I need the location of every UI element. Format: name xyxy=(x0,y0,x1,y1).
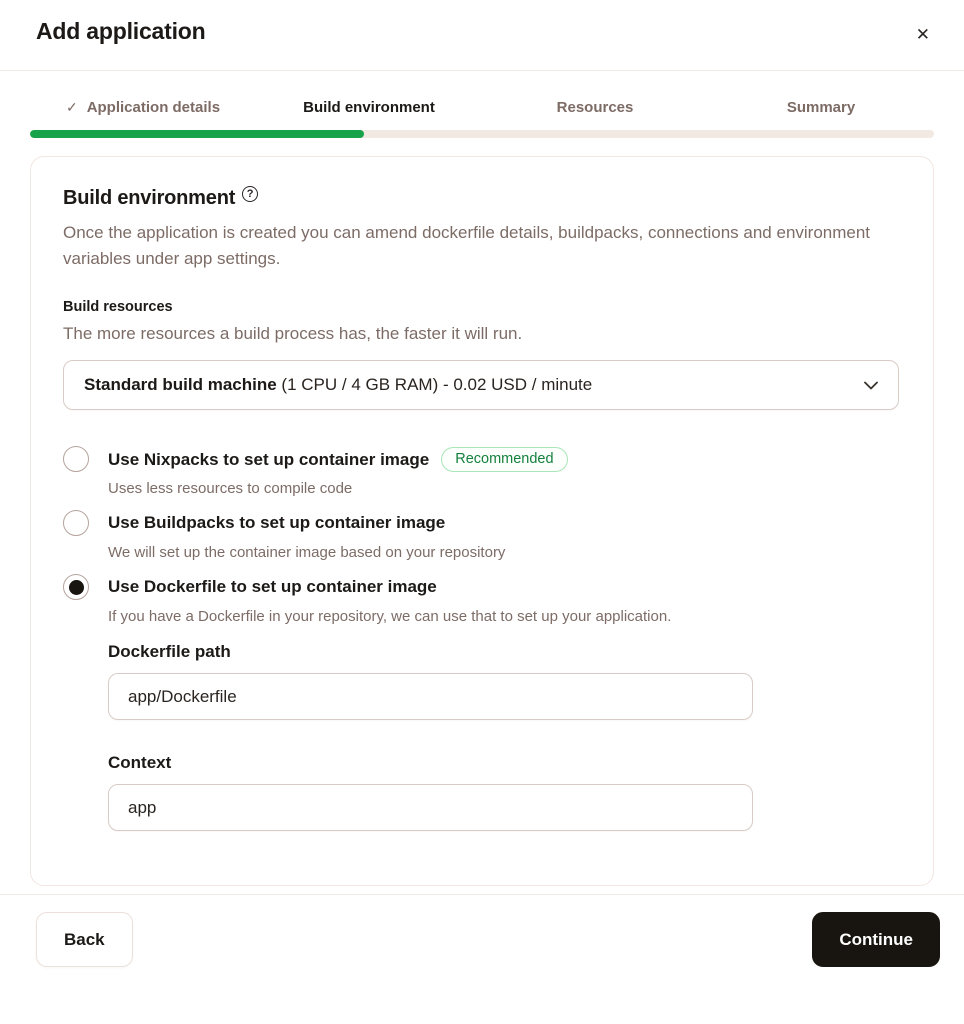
option-buildpacks-description: We will set up the container image based on your repository xyxy=(108,544,506,561)
option-nixpacks-description: Uses less resources to compile code xyxy=(108,480,353,497)
context-input[interactable] xyxy=(108,784,753,831)
continue-button[interactable]: Continue xyxy=(812,912,940,967)
build-resources-description: The more resources a build process has, the faster it will run. xyxy=(63,324,523,343)
step-summary[interactable] xyxy=(708,99,934,116)
build-machine-specs: (1 CPU / 4 GB RAM) - 0.02 USD / minute xyxy=(276,375,593,394)
option-dockerfile[interactable] xyxy=(63,574,899,600)
modal-footer xyxy=(0,895,964,967)
context-label: Context xyxy=(108,753,172,772)
page-title: Add application xyxy=(36,18,206,44)
help-icon[interactable]: ? xyxy=(242,186,258,202)
option-buildpacks-label: Use Buildpacks to set up container image xyxy=(108,513,446,532)
dockerfile-path-label: Dockerfile path xyxy=(108,642,231,661)
build-resources-label: Build resources xyxy=(63,299,173,315)
section-intro: Once the application is created you can amend dockerfile details, buildpacks, connections and environment variables under app settings. xyxy=(63,223,871,268)
recommended-badge: Recommended xyxy=(441,447,567,472)
step-label: Summary xyxy=(786,99,856,116)
radio-nixpacks[interactable] xyxy=(63,446,89,472)
wizard-stepper xyxy=(30,99,934,116)
step-application-details[interactable] xyxy=(30,99,256,116)
section-title: Build environment xyxy=(63,187,236,209)
section-heading-row xyxy=(63,187,899,210)
radio-buildpacks[interactable] xyxy=(63,510,89,536)
header-divider xyxy=(0,70,964,71)
chevron-down-icon xyxy=(864,381,878,390)
step-resources[interactable] xyxy=(482,99,708,116)
option-nixpacks[interactable] xyxy=(63,446,899,472)
dockerfile-fields xyxy=(108,642,899,831)
option-buildpacks[interactable] xyxy=(63,510,899,536)
option-dockerfile-description: If you have a Dockerfile in your repository, we can use that to set up your application. xyxy=(108,608,672,625)
close-icon[interactable]: ✕ xyxy=(908,18,938,51)
dockerfile-path-input[interactable] xyxy=(108,673,753,720)
step-label: Build environment xyxy=(303,99,435,116)
progress-bar xyxy=(30,130,934,138)
step-label: Application details xyxy=(86,99,221,116)
build-machine-selected-value xyxy=(84,375,592,395)
build-machine-select[interactable] xyxy=(63,360,899,410)
option-nixpacks-label: Use Nixpacks to set up container image Recommended xyxy=(108,447,568,472)
step-build-environment[interactable] xyxy=(256,99,482,116)
radio-dockerfile[interactable] xyxy=(63,574,89,600)
check-icon: ✓ xyxy=(65,99,78,115)
build-environment-card xyxy=(30,156,934,886)
build-machine-name: Standard build machine xyxy=(84,375,277,394)
option-dockerfile-label: Use Dockerfile to set up container image xyxy=(108,577,437,596)
modal-header xyxy=(0,0,964,70)
step-label: Resources xyxy=(556,99,634,116)
progress-bar-fill xyxy=(30,130,364,138)
back-button[interactable]: Back xyxy=(36,912,133,967)
